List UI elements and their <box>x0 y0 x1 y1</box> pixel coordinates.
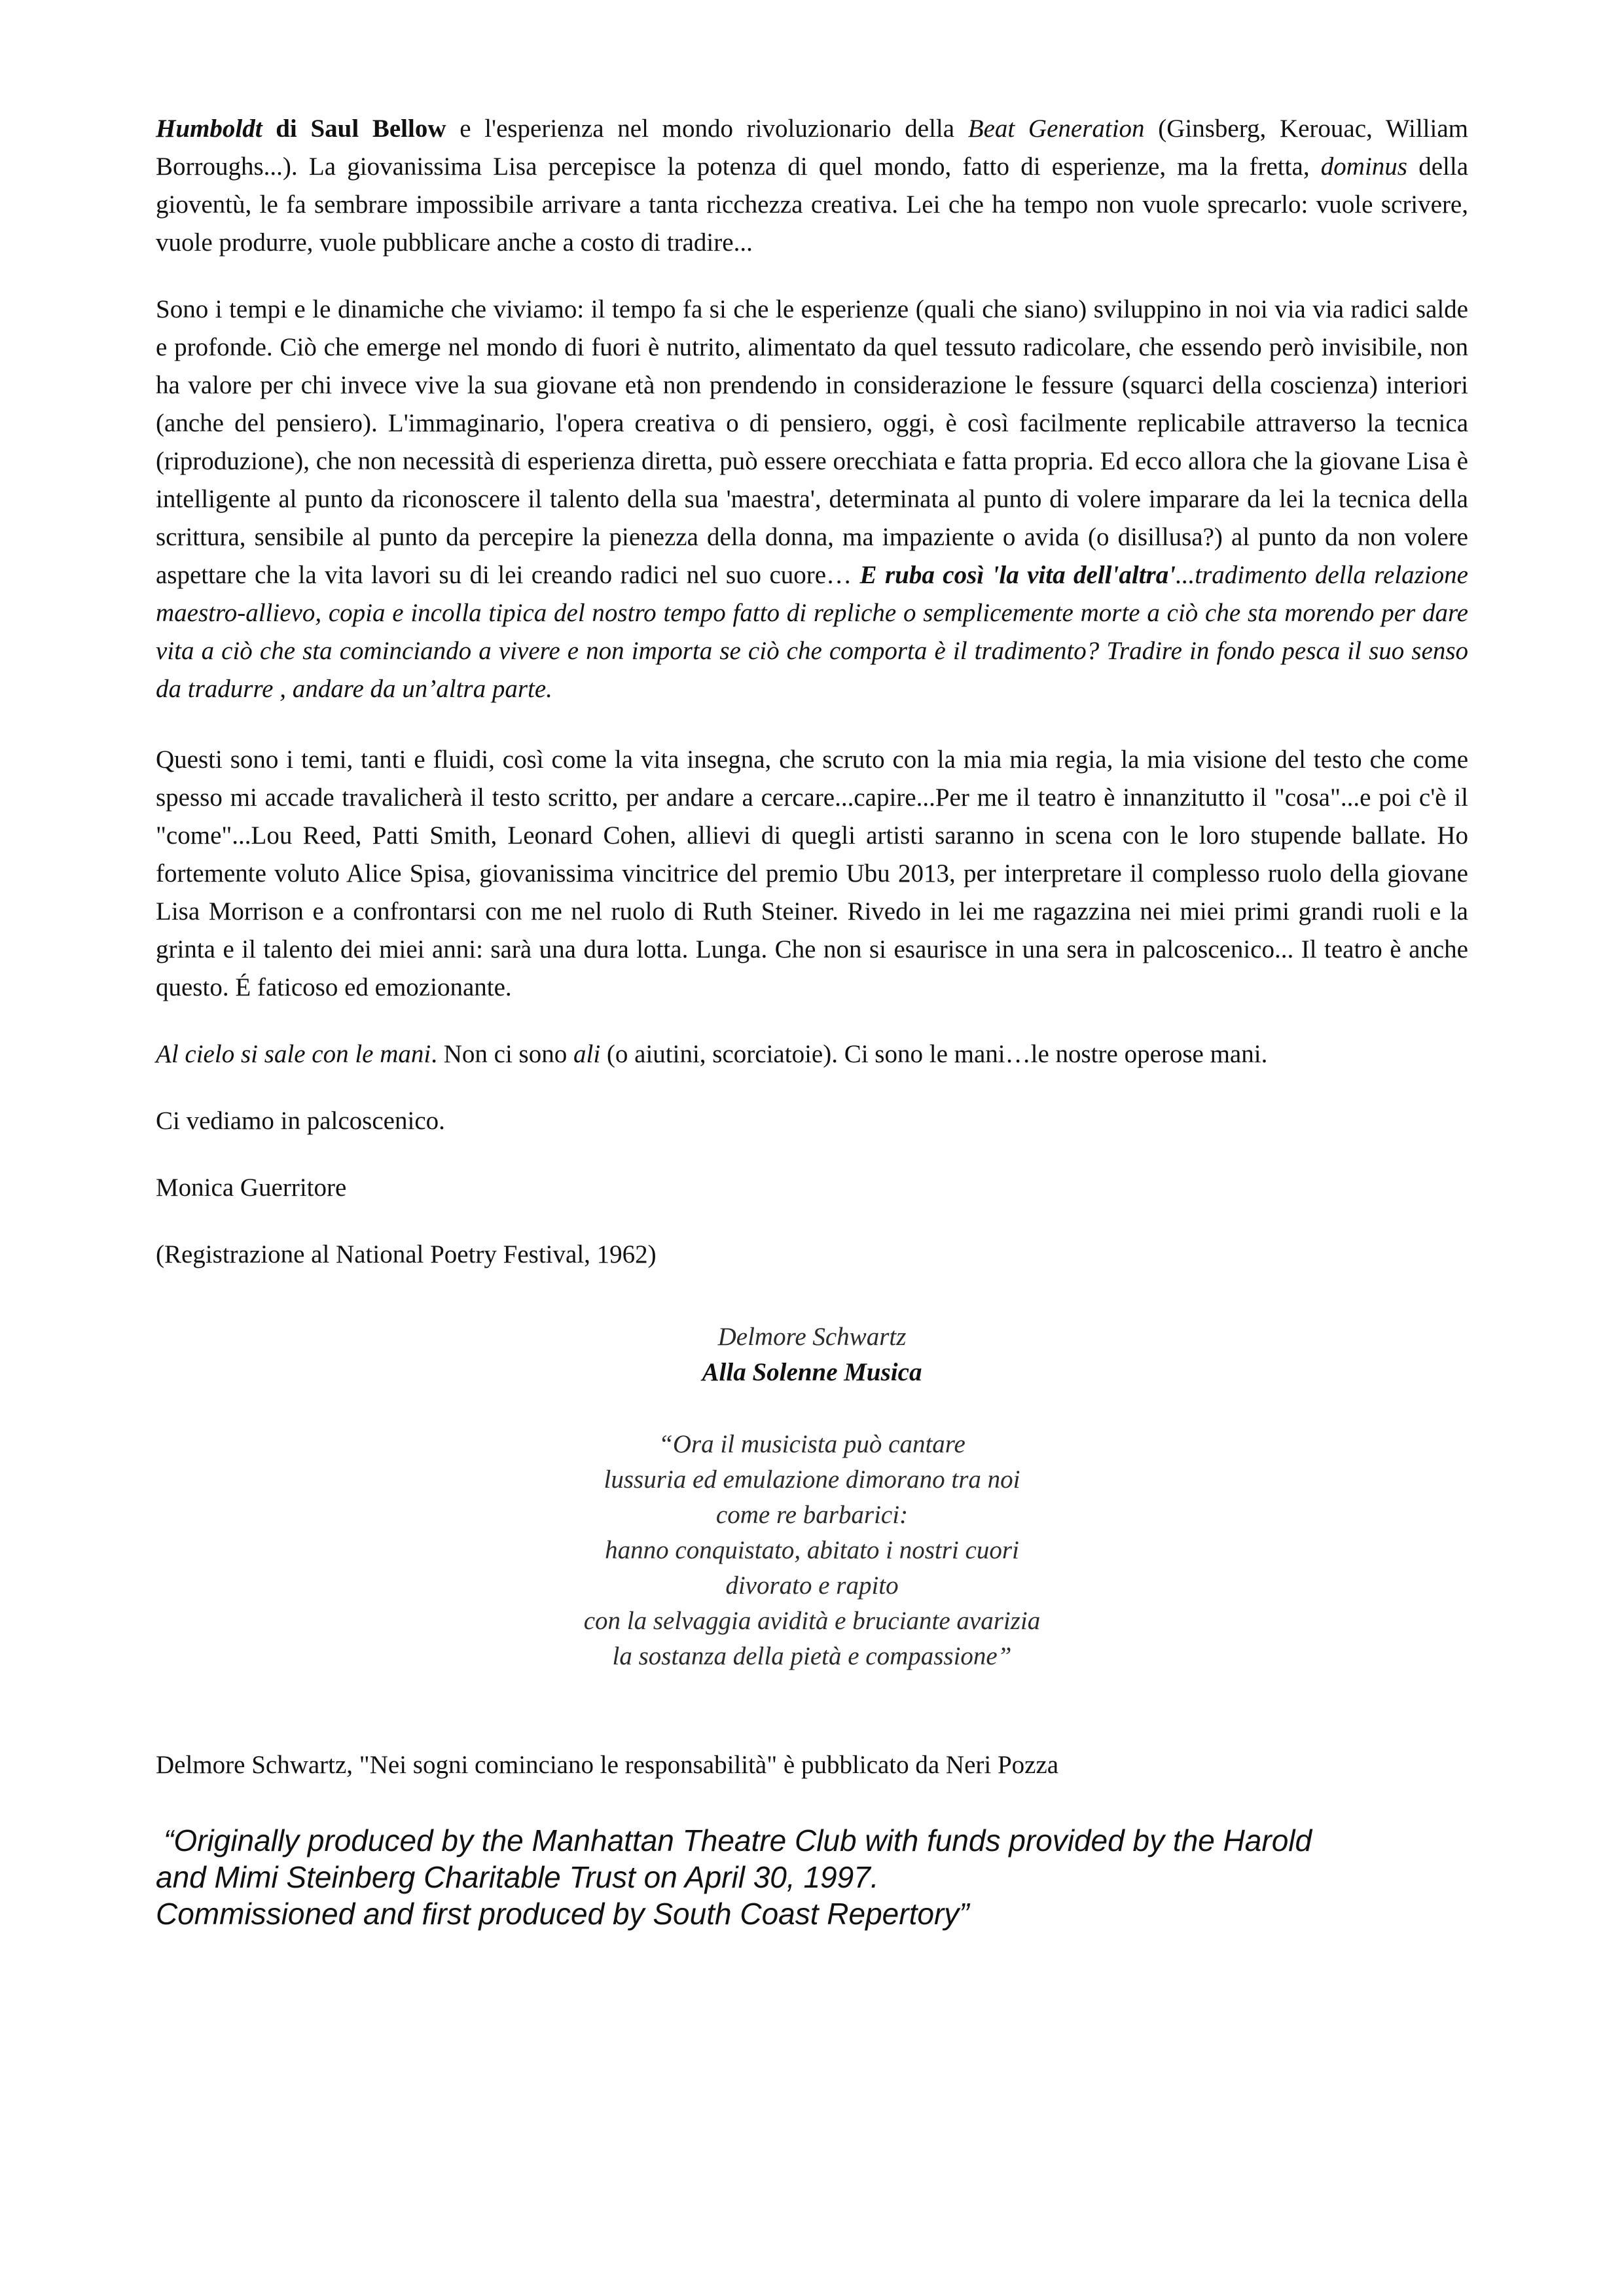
paragraph-tempi <box>156 291 1468 708</box>
credits-line: and Mimi Steinberg Charitable Trust on April 30, 1997. <box>156 1860 879 1894</box>
text-span: Sono i tempi e le dinamiche che viviamo: il tempo fa si che le esperienze (quali che siano) sviluppino in noi via via radici salde e profonde. Ciò che emerge nel mondo di fuori è nutrito, alimentato da quel tessuto radicolare, che essendo però invisibile, non ha valore per chi invece vive la sua giovane età non prendendo in considerazione le fessure (squarci della coscienza) interiori (anche del pensiero). L'immaginario, l'opera creativa o di pensiero, oggi, è così facilmente replicabile attraverso la tecnica (riproduzione), che non necessità di esperienza diretta, può essere orecchiata e fatta propria. Ed ecco allora che la giovane Lisa è intelligente al punto da riconoscere il talento della sua 'maestra', determinata al punto di volere imparare da lei la tecnica della scrittura, sensibile al punto da percepire la pienezza della donna, ma impaziente o avida (o disillusa?) al punto da non volere aspettare che la vita lavori su di lei creando radici nel suo cuore… <box>156 295 1468 589</box>
paragraph-cielo <box>156 1035 1468 1073</box>
author-saul-bellow: di Saul Bellow <box>262 115 446 143</box>
signature: Monica Guerritore <box>156 1174 347 1202</box>
poem-verses <box>156 1427 1468 1674</box>
poem-line: la sostanza della pietà e compassione” <box>612 1642 1012 1670</box>
poem-title: Alla Solenne Musica <box>702 1358 922 1386</box>
paragraph-humboldt <box>156 110 1468 262</box>
closing-line: Ci vediamo in palcoscenico. <box>156 1107 445 1135</box>
text-span: ali <box>573 1040 601 1068</box>
poem-line: “Ora il musicista può cantare <box>659 1430 965 1458</box>
credits-line: Commissioned and first produced by South Coast Repertory” <box>156 1897 969 1931</box>
poem-line: hanno conquistato, abitato i nostri cuori <box>605 1536 1019 1564</box>
poem-line: divorato e rapito <box>725 1571 899 1600</box>
poem-author: Delmore Schwartz <box>717 1323 907 1351</box>
text-span: della gioventù, le fa sembrare impossibile arrivare a tanta ricchezza creativa. Lei che ha tempo non vuole sprecarlo: vuole scrivere, vuole produrre, vuole pubblicare anche a costo di tradire... <box>156 152 1469 257</box>
text-span: (Ginsberg, Kerouac, William Borroughs...). La giovanissima Lisa percepisce la potenza di quel mondo, fatto di esperienze, ma la fretta, <box>156 115 1468 181</box>
beat-generation: Beat Generation <box>967 115 1145 143</box>
poem-line: con la selvaggia avidità e bruciante avarizia <box>583 1607 1041 1635</box>
emphasis-ruba: E ruba così 'la vita dell'altra' <box>859 561 1176 589</box>
credits-line: “Originally produced by the Manhattan Theatre Club with funds provided by the Harold <box>164 1823 1312 1857</box>
book-title-humboldt: Humboldt <box>156 115 262 143</box>
text-span: Al cielo si sale con le mani <box>156 1040 431 1068</box>
dominus-word: dominus <box>1320 152 1407 181</box>
recording-note: (Registrazione al National Poetry Festival, 1962) <box>156 1240 657 1268</box>
production-credits <box>156 1822 1468 1932</box>
text-span: (o aiutini, scorciatoie). Ci sono le mani…le nostre operose mani. <box>600 1040 1268 1068</box>
text-span: e l'esperienza nel mondo rivoluzionario della <box>446 115 968 143</box>
poem-line: lussuria ed emulazione dimorano tra noi <box>604 1465 1020 1494</box>
poem-line: come re barbarici: <box>715 1501 909 1529</box>
publication-note: Delmore Schwartz, "Nei sogni cominciano le responsabilità" è pubblicato da Neri Pozza <box>156 1751 1059 1779</box>
text-span: . Non ci sono <box>431 1040 573 1068</box>
poem-block <box>156 1319 1468 1674</box>
document-page <box>156 110 1468 1932</box>
italic-passage: ...tradimento della relazione maestro-allievo, copia e incolla tipica del nostro tempo fatto di repliche o semplicemente morte a ciò che sta morendo per dare vita a ciò che sta cominciando a vivere e non importa se ciò che comporta è il tradimento? Tradire in fondo pesca il suo senso da tradurre , andare da un’altra parte. <box>156 561 1468 703</box>
paragraph-temi: Questi sono i temi, tanti e fluidi, così come la vita insegna, che scruto con la mia mia regia, la mia visione del testo che come spesso mi accade travalicherà il testo scritto, per andare a cercare...capire...Per me il teatro è innanzitutto il "cosa"...e poi c'è il "come"...Lou Reed, Patti Smith, Leonard Cohen, allievi di quegli artisti saranno in scena con le loro stupende ballate. Ho fortemente voluto Alice Spisa, giovanissima vincitrice del premio Ubu 2013, per interpretare il complesso ruolo della giovane Lisa Morrison e a confrontarsi con me nel ruolo di Ruth Steiner. Rivedo in lei me ragazzina nei miei primi grandi ruoli e la grinta e il talento dei miei anni: sarà una dura lotta. Lunga. Che non si esaurisce in una sera in palcoscenico... Il teatro è anche questo. É faticoso ed emozionante. <box>156 745 1468 1001</box>
